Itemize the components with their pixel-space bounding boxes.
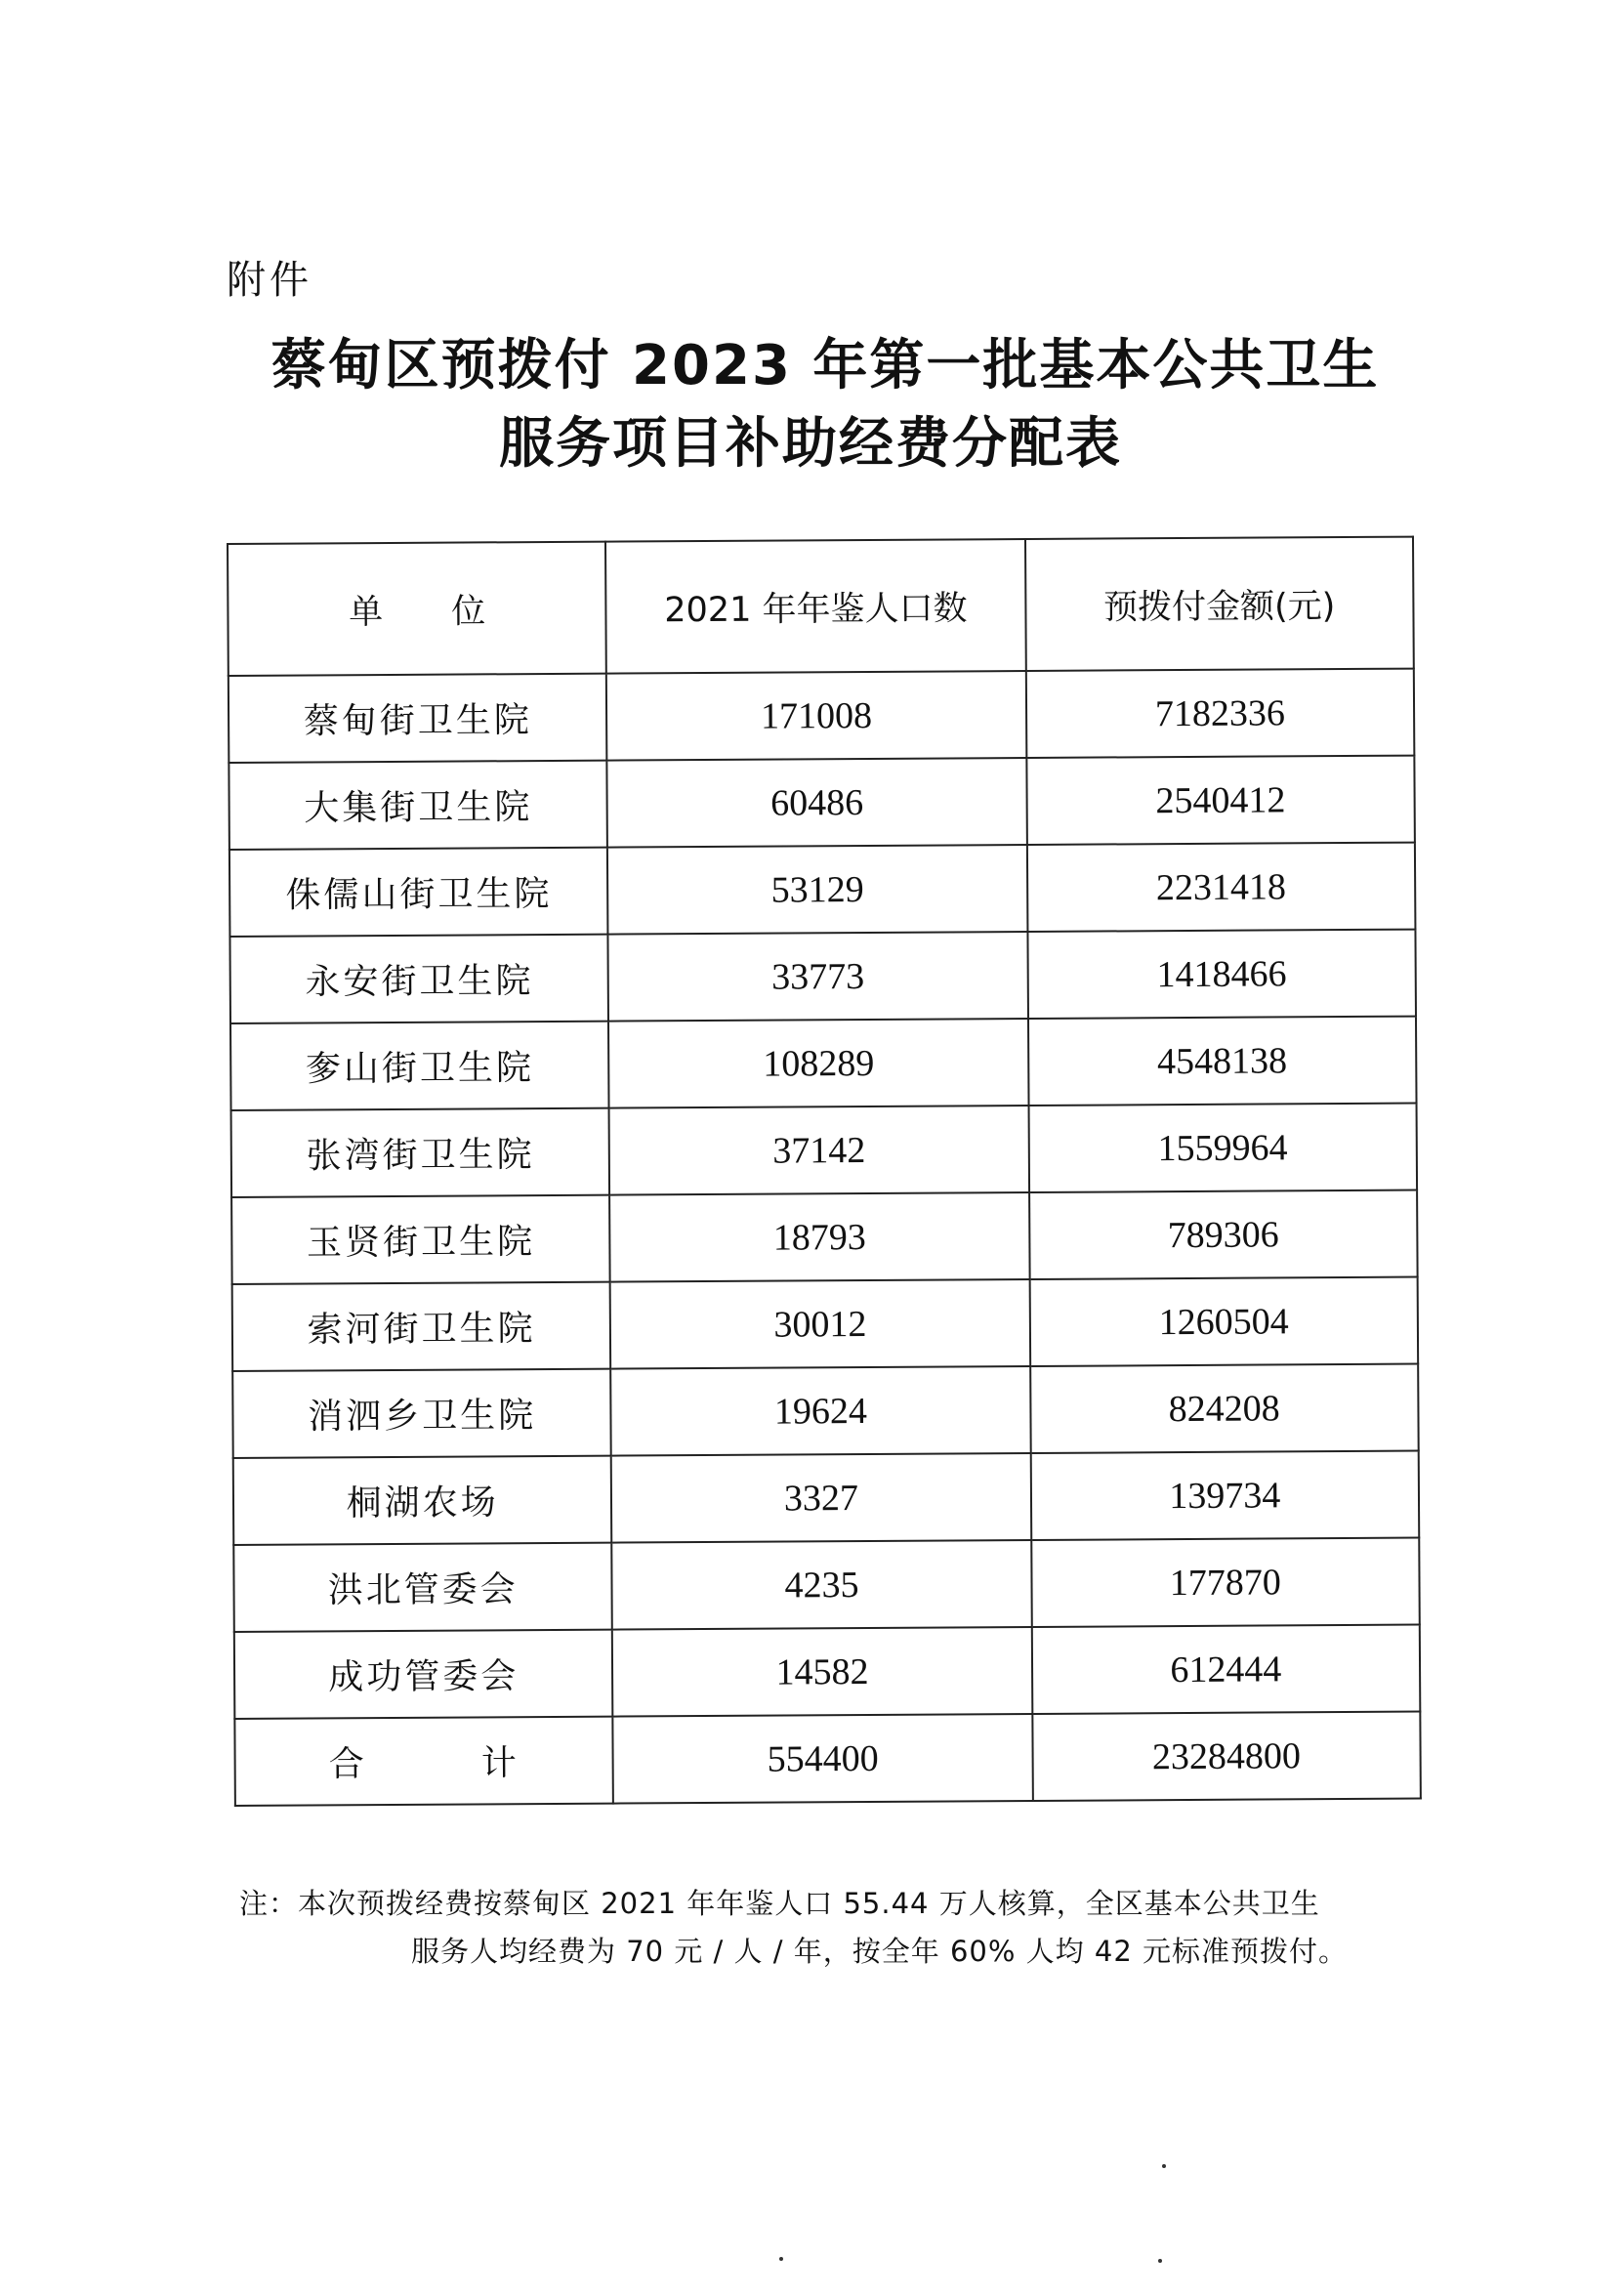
header-amount: 预拨付金额(元)	[1025, 537, 1414, 671]
table-row	[229, 669, 1415, 763]
scan-speck	[1158, 2259, 1162, 2263]
unit-cell: 桐湖农场	[233, 1456, 612, 1545]
table-total-row	[234, 1712, 1421, 1806]
table-row	[233, 1538, 1420, 1632]
unit-cell: 索河街卫生院	[232, 1282, 611, 1371]
unit-cell: 消泗乡卫生院	[232, 1369, 611, 1458]
population-cell: 4235	[612, 1540, 1032, 1630]
amount-cell: 1418466	[1027, 930, 1416, 1019]
population-cell: 60486	[607, 758, 1027, 848]
population-cell: 108289	[608, 1019, 1028, 1108]
table-header-row	[228, 537, 1414, 676]
population-cell: 14582	[612, 1627, 1032, 1717]
amount-cell: 789306	[1029, 1190, 1418, 1279]
unit-cell: 合 计	[234, 1717, 613, 1806]
population-cell: 53129	[607, 845, 1027, 935]
population-cell: 19624	[611, 1366, 1031, 1456]
amount-cell: 139734	[1030, 1451, 1419, 1540]
footnote-line-1: 注：本次预拨经费按蔡甸区 2021 年年鉴人口 55.44 万人核算，全区基本公共卫生	[239, 1887, 1320, 1920]
population-cell: 37142	[609, 1106, 1029, 1195]
unit-cell: 洪北管委会	[233, 1543, 612, 1632]
amount-cell: 23284800	[1032, 1712, 1421, 1801]
table-row	[232, 1277, 1419, 1371]
amount-cell: 2540412	[1026, 756, 1415, 845]
table-row	[232, 1364, 1419, 1458]
population-cell: 554400	[613, 1714, 1033, 1804]
unit-cell: 成功管委会	[234, 1630, 613, 1719]
amount-cell: 7182336	[1025, 669, 1414, 758]
amount-cell: 177870	[1031, 1538, 1420, 1627]
table-row	[229, 930, 1416, 1023]
population-cell: 171008	[606, 671, 1026, 761]
table-row	[229, 843, 1416, 937]
table-row	[233, 1451, 1420, 1545]
table-row	[234, 1625, 1421, 1719]
scan-speck	[779, 2257, 783, 2261]
amount-cell: 612444	[1031, 1625, 1420, 1714]
document-title-line-2: 服务项目补助经费分配表	[499, 412, 1122, 476]
population-cell: 3327	[611, 1453, 1031, 1543]
amount-cell: 1559964	[1028, 1104, 1417, 1192]
document-title-line-1: 蔡甸区预拨付 2023 年第一批基本公共卫生	[270, 334, 1380, 397]
amount-cell: 1260504	[1029, 1277, 1418, 1366]
table-row	[231, 1104, 1418, 1197]
amount-cell: 824208	[1030, 1364, 1419, 1453]
population-cell: 18793	[609, 1192, 1029, 1282]
unit-cell: 玉贤街卫生院	[231, 1195, 610, 1284]
attachment-label: 附件	[227, 258, 312, 303]
footnote	[239, 1880, 1411, 1976]
amount-cell: 2231418	[1026, 843, 1415, 932]
header-unit: 单 位	[228, 542, 606, 676]
unit-cell: 奓山街卫生院	[230, 1022, 609, 1110]
amount-cell: 4548138	[1028, 1017, 1417, 1106]
unit-cell: 蔡甸街卫生院	[229, 674, 607, 763]
population-cell: 33773	[608, 932, 1028, 1022]
unit-cell: 侏儒山街卫生院	[229, 848, 608, 937]
table-row	[231, 1190, 1418, 1284]
table-row	[229, 756, 1415, 850]
allocation-table	[227, 536, 1422, 1807]
population-cell: 30012	[610, 1279, 1030, 1369]
scan-speck	[1162, 2164, 1166, 2168]
unit-cell: 张湾街卫生院	[231, 1108, 610, 1197]
unit-cell: 永安街卫生院	[229, 935, 608, 1023]
footnote-line-2: 服务人均经费为 70 元 / 人 / 年，按全年 60% 人均 42 元标准预拨付。	[411, 1935, 1348, 1968]
header-population: 2021 年年鉴人口数	[605, 539, 1025, 674]
table-row	[230, 1017, 1417, 1110]
unit-cell: 大集街卫生院	[229, 761, 607, 850]
